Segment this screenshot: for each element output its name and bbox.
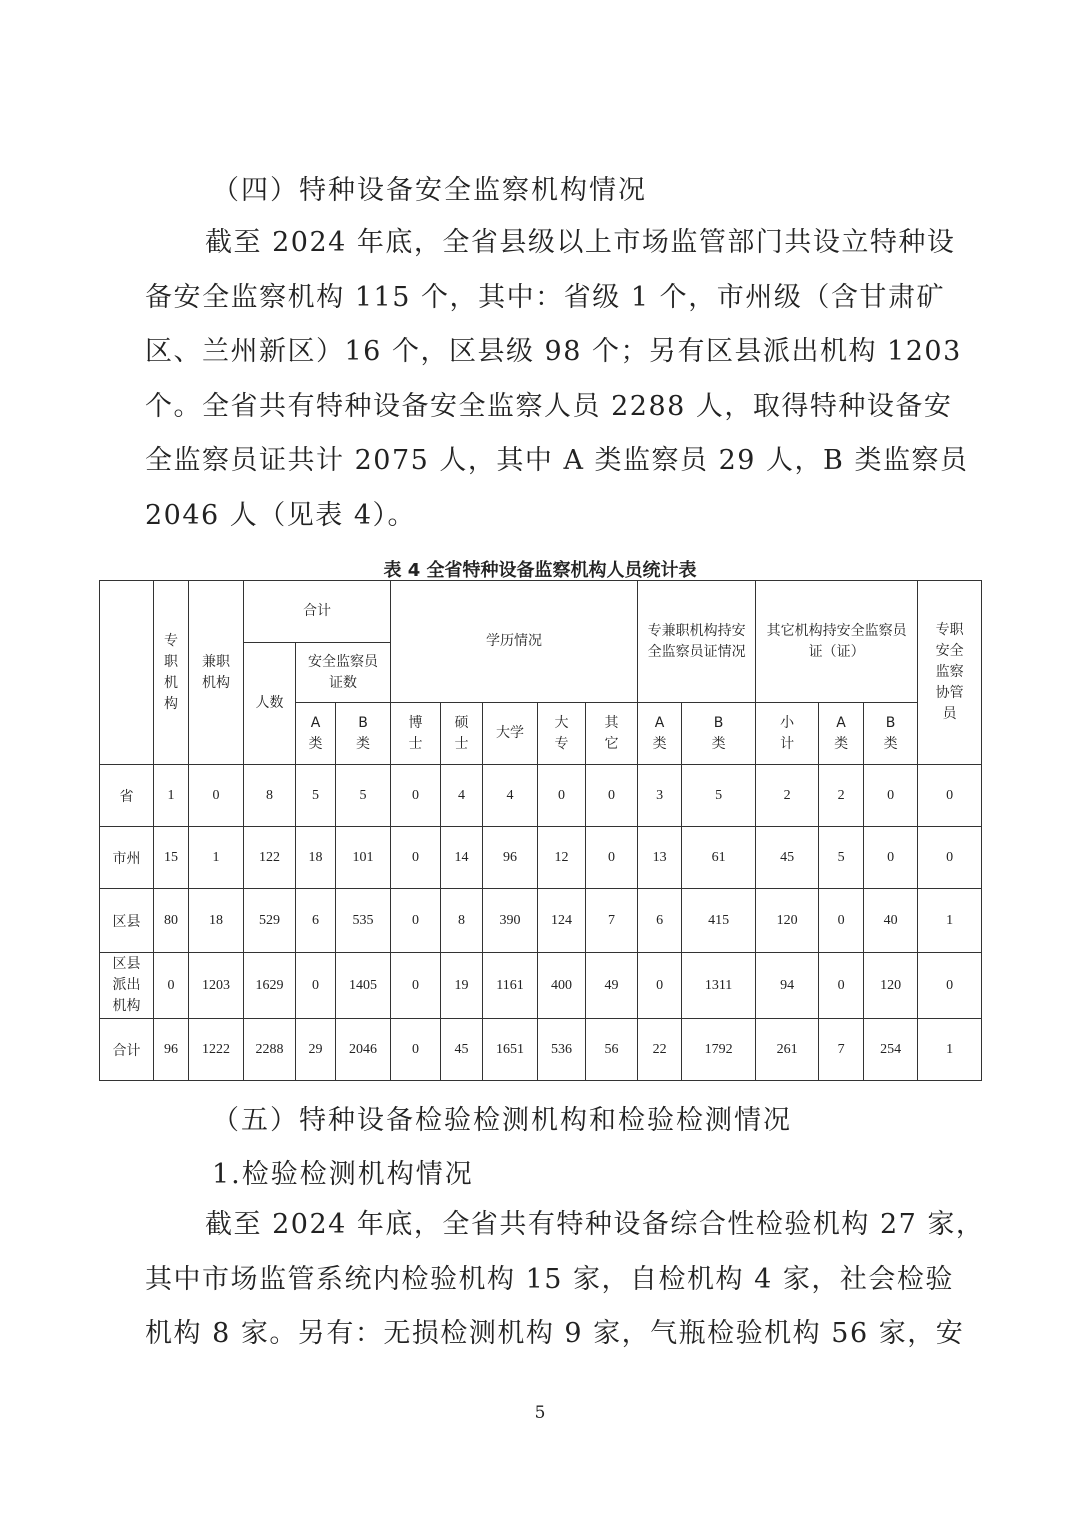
table-cell: 1651 — [483, 1019, 538, 1081]
header-dual-a: A类 — [638, 703, 682, 765]
corner-cell — [100, 581, 154, 765]
table-cell: 1222 — [189, 1019, 244, 1081]
table-cell: 529 — [244, 889, 296, 953]
table-cell: 0 — [638, 953, 682, 1019]
table-cell: 2046 — [336, 1019, 391, 1081]
table-cell: 535 — [336, 889, 391, 953]
paragraph-line: 截至 2024 年底，全省县级以上市场监管部门共设立特种设 — [205, 227, 956, 258]
row-label — [100, 1019, 154, 1081]
row-label — [100, 827, 154, 889]
header-phd: 博士 — [391, 703, 441, 765]
header-bachelor: 大学 — [483, 703, 538, 765]
header-part-time: 兼职机构 — [189, 581, 244, 765]
paragraph-line: 其中市场监管系统内检验机构 15 家，自检机构 4 家，社会检验 — [145, 1263, 954, 1295]
table-row — [100, 889, 982, 953]
table-cell: 1161 — [483, 953, 538, 1019]
table-cell: 8 — [441, 889, 483, 953]
table-cell: 96 — [483, 827, 538, 889]
table-cell: 0 — [391, 889, 441, 953]
table-row — [100, 765, 982, 827]
table-cell: 14 — [441, 827, 483, 889]
page-number: 5 — [534, 1403, 546, 1423]
table-cell: 19 — [441, 953, 483, 1019]
paragraph-line: 截至 2024 年底，全省共有特种设备综合性检验机构 27 家， — [205, 1209, 985, 1240]
table-cell: 1405 — [336, 953, 391, 1019]
statistics-table — [99, 580, 982, 1081]
table-cell: 0 — [391, 827, 441, 889]
table-cell: 96 — [154, 1019, 189, 1081]
table-cell: 5 — [296, 765, 336, 827]
table-cell: 2 — [819, 765, 864, 827]
table-cell: 0 — [391, 1019, 441, 1081]
table-cell: 0 — [586, 827, 638, 889]
table-cell: 415 — [682, 889, 756, 953]
table-cell: 124 — [538, 889, 586, 953]
table-body — [100, 765, 982, 1081]
header-other-a: A类 — [819, 703, 864, 765]
table-cell: 390 — [483, 889, 538, 953]
table-cell: 80 — [154, 889, 189, 953]
row-label-text: 省 — [119, 789, 134, 805]
section4-heading: （四）特种设备安全监察机构情况 — [212, 175, 647, 206]
row-label-text: 市州 — [112, 851, 141, 867]
paragraph-line: 全监察员证共计 2075 人，其中 A 类监察员 29 人，B 类监察员 — [145, 445, 969, 476]
table-cell: 0 — [538, 765, 586, 827]
section5-paragraph — [145, 1198, 985, 1362]
header-other-b: B类 — [864, 703, 918, 765]
table-cell: 56 — [586, 1019, 638, 1081]
header-cert: 安全监察员证数 — [296, 643, 391, 703]
table-cell: 122 — [244, 827, 296, 889]
section5-subheading: 1.检验检测机构情况 — [212, 1159, 474, 1190]
header-b-class: B类 — [336, 703, 391, 765]
table-cell: 120 — [756, 889, 819, 953]
table-cell: 8 — [244, 765, 296, 827]
table-cell: 0 — [154, 953, 189, 1019]
table-cell: 1 — [918, 889, 982, 953]
header-full-time: 专职机构 — [154, 581, 189, 765]
table-cell: 6 — [638, 889, 682, 953]
table-cell: 4 — [483, 765, 538, 827]
header-other-cert: 其它机构持安全监察员证（证） — [756, 581, 918, 703]
table-cell: 2 — [756, 765, 819, 827]
table-cell: 1 — [189, 827, 244, 889]
table-cell: 0 — [864, 827, 918, 889]
table-cell: 3 — [638, 765, 682, 827]
table-cell: 0 — [391, 953, 441, 1019]
table-cell: 261 — [756, 1019, 819, 1081]
table-cell: 101 — [336, 827, 391, 889]
paragraph-line: 机构 8 家。另有：无损检测机构 9 家，气瓶检验机构 56 家，安 — [145, 1318, 965, 1349]
table-caption: 表 4 全省特种设备监察机构人员统计表 — [383, 560, 697, 581]
table-cell: 7 — [819, 1019, 864, 1081]
header-master: 硕士 — [441, 703, 483, 765]
table-cell: 1629 — [244, 953, 296, 1019]
table-cell: 120 — [864, 953, 918, 1019]
header-subtotal: 小计 — [756, 703, 819, 765]
row-label-text: 区县 — [112, 914, 141, 930]
table-cell: 5 — [819, 827, 864, 889]
table-row — [100, 1019, 982, 1081]
section4-paragraph — [145, 216, 969, 543]
header-assistant: 专职安全监察协管员 — [918, 581, 982, 765]
row-label — [100, 765, 154, 827]
row-label — [100, 889, 154, 953]
table-cell: 1 — [154, 765, 189, 827]
header-other: 其它 — [586, 703, 638, 765]
table-cell: 4 — [441, 765, 483, 827]
table-cell: 0 — [864, 765, 918, 827]
table-cell: 1203 — [189, 953, 244, 1019]
header-dual-b: B类 — [682, 703, 756, 765]
table-cell: 0 — [391, 765, 441, 827]
header-college: 大专 — [538, 703, 586, 765]
table-cell: 1792 — [682, 1019, 756, 1081]
table-cell: 2288 — [244, 1019, 296, 1081]
header-a-class: A类 — [296, 703, 336, 765]
table-cell: 254 — [864, 1019, 918, 1081]
table-row — [100, 953, 982, 1019]
paragraph-line: 2046 人（见表 4）。 — [145, 499, 417, 531]
table-cell: 49 — [586, 953, 638, 1019]
table-cell: 0 — [918, 827, 982, 889]
table-cell: 18 — [296, 827, 336, 889]
table-cell: 22 — [638, 1019, 682, 1081]
paragraph-line: 备安全监察机构 115 个，其中：省级 1 个，市州级（含甘肃矿 — [145, 281, 945, 313]
table-cell: 0 — [819, 953, 864, 1019]
row-label-text: 区县派出机构 — [112, 957, 141, 1014]
table-cell: 61 — [682, 827, 756, 889]
header-headcount: 人数 — [244, 643, 296, 765]
table-cell: 29 — [296, 1019, 336, 1081]
header-education: 学历情况 — [391, 581, 638, 703]
table-cell: 0 — [189, 765, 244, 827]
table-cell: 40 — [864, 889, 918, 953]
section5-heading: （五）特种设备检验检测机构和检验检测情况 — [212, 1105, 792, 1136]
table-cell: 5 — [336, 765, 391, 827]
table-cell: 0 — [918, 953, 982, 1019]
table-cell: 18 — [189, 889, 244, 953]
header-dual-cert: 专兼职机构持安全监察员证情况 — [638, 581, 756, 703]
table-cell: 400 — [538, 953, 586, 1019]
table-cell: 94 — [756, 953, 819, 1019]
paragraph-line: 区、兰州新区）16 个，区县级 98 个；另有区县派出机构 1203 — [145, 336, 962, 367]
table-cell: 45 — [441, 1019, 483, 1081]
table-cell: 0 — [296, 953, 336, 1019]
table-row — [100, 827, 982, 889]
table-cell: 536 — [538, 1019, 586, 1081]
table-cell: 0 — [819, 889, 864, 953]
table-cell: 0 — [586, 765, 638, 827]
row-label — [100, 953, 154, 1019]
table-cell: 45 — [756, 827, 819, 889]
table-cell: 6 — [296, 889, 336, 953]
table-cell: 7 — [586, 889, 638, 953]
table-cell: 15 — [154, 827, 189, 889]
table-cell: 12 — [538, 827, 586, 889]
table-cell: 1 — [918, 1019, 982, 1081]
table-cell: 0 — [918, 765, 982, 827]
paragraph-line: 个。全省共有特种设备安全监察人员 2288 人，取得特种设备安 — [145, 390, 953, 422]
table-cell: 5 — [682, 765, 756, 827]
header-total: 合计 — [244, 581, 391, 643]
table-cell: 1311 — [682, 953, 756, 1019]
table-cell: 13 — [638, 827, 682, 889]
row-label-text: 合计 — [112, 1043, 141, 1059]
